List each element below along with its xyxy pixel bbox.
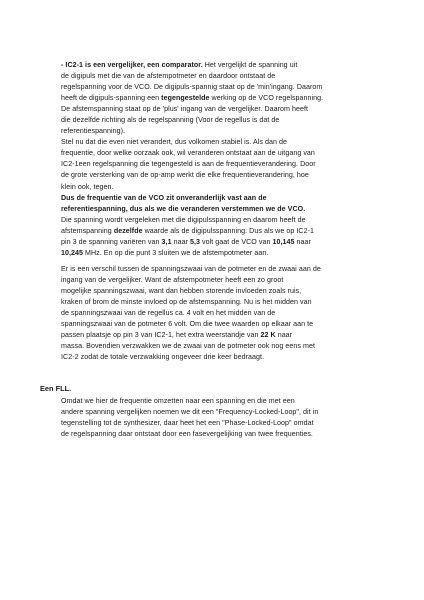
text-line <box>61 60 383 71</box>
text-line: andere spanning vergelijken noemen we dit een "Frequency-Locked-Loop", dit in <box>61 408 319 417</box>
text-line <box>61 93 383 104</box>
text-span: Het vergelijkt de spanning uit <box>202 61 298 69</box>
text-line: de regelspanning daar ontstaat door een fasevergelijking van twee frequenties. <box>61 430 313 439</box>
text-line <box>61 193 383 204</box>
text-line: de digipuls met die van de afstempotmeter en daardoor ontstaat de <box>61 72 276 81</box>
text-line <box>61 204 383 215</box>
text-span: heeft de digipuls-spanning een <box>61 94 162 103</box>
text-line: massa. Bovendien verzwakken we de zwaai van de potmeter ook nog eens met <box>61 342 315 351</box>
text-line: referentiespanning). <box>61 127 126 136</box>
text-span: MHz. En op die punt 3 sluiten we de afstempotmeter aan. <box>83 248 269 257</box>
text-line: regelspanning voor de VCO. De digipuls-spannig staat op de 'min'ingang. Daarom <box>61 83 323 92</box>
text-line: kraken of brom de minste invloed op de afstemspanning. Nu is het midden van <box>61 298 312 307</box>
text-line: mogelijke spanningszwaai, want dan hebben storende invloeden zoals ruis, <box>61 287 302 296</box>
bold-text: 5,3 <box>190 237 201 246</box>
text-line <box>61 226 383 237</box>
text-line: Stel nu dat die even niet verandert, dus volkomen stabiel is. Als dan de <box>61 138 288 147</box>
text-span: passen plaatsje op pin 3 van IC2-1, het extra weerstandje van <box>61 331 261 340</box>
text-span: volt gaat de VCO van <box>200 237 273 246</box>
text-line: De afstemspanning staat op de 'plus' ingang van de vergelijker. Daarom heeft <box>61 105 309 114</box>
text-span: afstemspanning <box>61 226 114 235</box>
text-span: waarde als de digipulsspanning. Dus als we op IC2-1 <box>142 226 314 235</box>
text-line: IC2-2 zodat de totale verzwakking ongeveer drie keer bedraagt. <box>61 353 265 362</box>
text-span: werking op de VCO regelspanning. <box>209 94 324 103</box>
paragraph-fll <box>61 396 383 440</box>
text-line: spanningszwaai van de potmeter 6 volt. Om die twee waarden op elkaar aan te <box>61 320 314 329</box>
bold-text: dezelfde <box>113 226 143 235</box>
bold-text: Dus de frequentie van de VCO zit onveranderlijk vast aan de <box>61 193 267 202</box>
text-span: naar <box>294 237 311 246</box>
text-line: ingang van de vergelijker. Want de afstempotmeter heeft een zo groot <box>61 276 284 285</box>
text-line: Die spanning wordt vergeleken met die digipulsspanning en daarom heeft de <box>61 215 306 224</box>
text-line <box>61 248 383 259</box>
text-span: pin 3 de spanning variëren van <box>61 237 162 246</box>
text-line: de grote versterking van de op-amp werkt die elke frequentieverandering, hoe <box>61 171 309 180</box>
text-line: Er is een verschil tussen de spanningszwaai van de potmeter en de zwaai aan de <box>61 265 321 273</box>
paragraph-voltage-swing <box>61 264 383 363</box>
text-line: die dezelfde richting als de regelspanning (Voor de regellus is dat de <box>61 116 280 125</box>
bold-text: referentiespanning, dus als we die veranderen verstemmen we de VCO. <box>61 204 306 213</box>
text-line: Omdat we hier de frequentie omzetten naar een spanning en die met een <box>61 397 295 405</box>
bold-text: tegengestelde <box>161 94 210 103</box>
bold-text: 3,1 <box>161 237 172 246</box>
text-line: IC2-1een regelspanning die tegengesteld is aan de frequentieverandering. Door <box>61 160 316 169</box>
text-line <box>61 237 383 248</box>
text-line <box>61 330 383 341</box>
text-line: frequentie, door welke oorzaak ook, wil veranderen ontstaat aan de uitgang van <box>61 149 315 158</box>
text-span: naar <box>171 237 191 246</box>
text-line: de spanningszwaai van de regellus ca. 4 volt en het midden van de <box>61 309 276 318</box>
bold-text: 10,245 <box>61 248 83 257</box>
bold-text: 10,145 <box>272 237 295 246</box>
text-line: tegenstelling tot de synthesizer, daar heet het een "Phase-Locked-Loop" omdat <box>61 419 314 428</box>
paragraph-comparator <box>61 60 383 259</box>
bold-text: - IC2-1 is een vergelijker, een comparator. <box>61 61 203 69</box>
bold-text: 22 K <box>260 331 276 340</box>
text-line: klein ook, tegen. <box>61 182 114 191</box>
section-heading: Een FLL. <box>40 384 72 393</box>
text-span: naar <box>275 331 293 340</box>
